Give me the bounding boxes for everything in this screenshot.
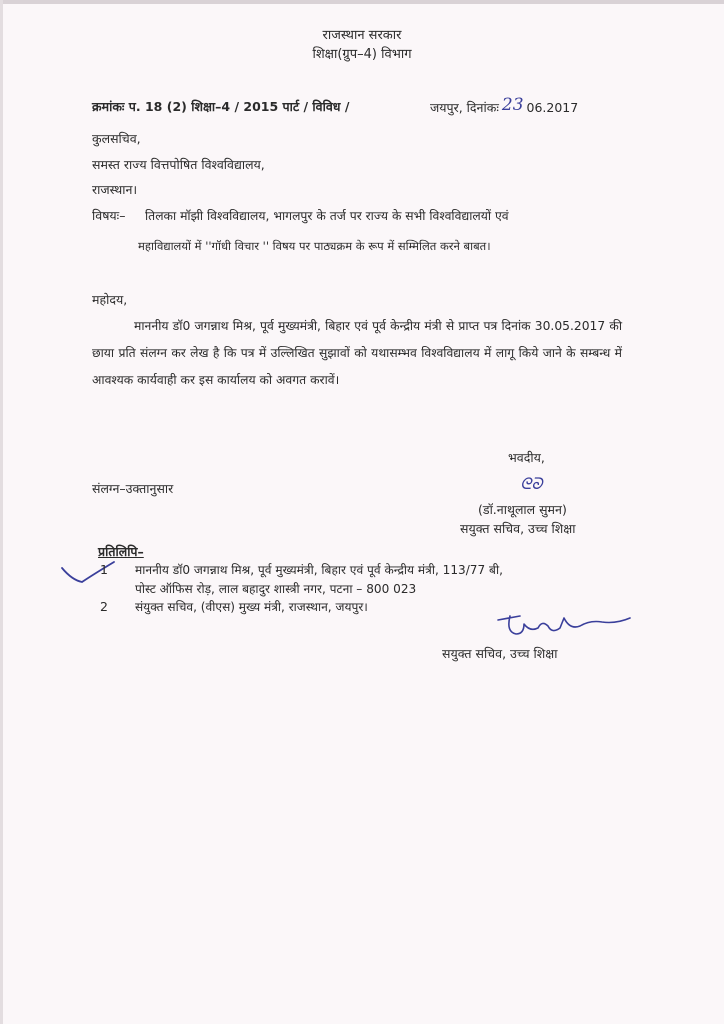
- handwritten-day: 23: [501, 95, 524, 115]
- signatory-name: (डॉ.नाथूलाल सुमन): [478, 502, 567, 517]
- date-rest: 06.2017: [526, 100, 579, 115]
- yours-faithfully: भवदीय,: [508, 450, 545, 465]
- subject-line-2: महाविद्यालयों में ''गॉधी विचार '' विषय पर पाठ्यक्रम के रूप में सम्मिलित करने बाबत।: [138, 239, 491, 253]
- handwritten-signature-icon: [490, 606, 640, 646]
- copy-item-1-line-1: माननीय डॉ0 जगन्नाथ मिश्र, पूर्व मुख्यमंत्री, बिहार एवं पूर्व केन्द्रीय मंत्री, 113/77 बी,: [135, 563, 503, 577]
- copy-item-1-line-2: पोस्ट ऑफिस रोड़, लाल बहादुर शास्त्री नगर, पटना – 800 023: [135, 582, 417, 596]
- handwritten-initials: ᘓᘐ: [520, 474, 543, 493]
- signatory-title: सयुक्त सचिव, उच्च शिक्षा: [460, 521, 576, 536]
- addressee-line-1: कुलसचिव,: [92, 131, 141, 146]
- salutation: महोदय,: [92, 292, 128, 307]
- copy-item-1-number: 1: [100, 562, 108, 577]
- reference-number: क्रमांकः प. 18 (2) शिक्षा–4 / 2015 पार्ट / विविध /: [92, 99, 350, 114]
- subject-line-1: तिलका मॉझी विश्वविद्यालय, भागलपुर के तर्ज पर राज्य के सभी विश्वविद्यालयों एवं: [145, 209, 509, 223]
- enclosure-note: संलग्न–उक्तानुसार: [92, 481, 174, 496]
- scan-edge-top: [0, 0, 724, 4]
- copy-item-2-line-1: संयुक्त सचिव, (वीएस) मुख्य मंत्री, राजस्थान, जयपुर।: [135, 600, 368, 614]
- copy-to-heading: प्रतिलिपि–: [98, 544, 144, 559]
- subject-label: विषयः–: [92, 208, 126, 223]
- place-date-prefix: जयपुर, दिनांकः: [430, 100, 499, 115]
- body-paragraph: माननीय डॉ0 जगन्नाथ मिश्र, पूर्व मुख्यमंत्री, बिहार एवं पूर्व केन्द्रीय मंत्री से प्राप्त पत्र दिनांक 30.05.2017 की छाया प्रति संलग्न कर लेख है कि पत्र में उल्लिखित सुझावों को यथासम्भव विश्वविद्यालय में लागू किये जाने के सम्बन्ध में आवश्यक कार्यवाही कर इस कार्यालय को अवगत करावें।: [92, 319, 622, 387]
- copy-item-2-number: 2: [100, 599, 108, 614]
- department-heading: शिक्षा(ग्रुप–4) विभाग: [312, 47, 412, 62]
- pen-tick-icon: [58, 560, 118, 600]
- addressee-line-3: राजस्थान।: [92, 182, 138, 197]
- government-heading: राजस्थान सरकार: [322, 28, 402, 43]
- place-date: [430, 95, 579, 116]
- addressee-line-2: समस्त राज्य वित्तपोषित विश्वविद्यालय,: [92, 157, 265, 172]
- scan-edge-left: [0, 0, 3, 1024]
- final-signatory-title: सयुक्त सचिव, उच्च शिक्षा: [442, 646, 558, 661]
